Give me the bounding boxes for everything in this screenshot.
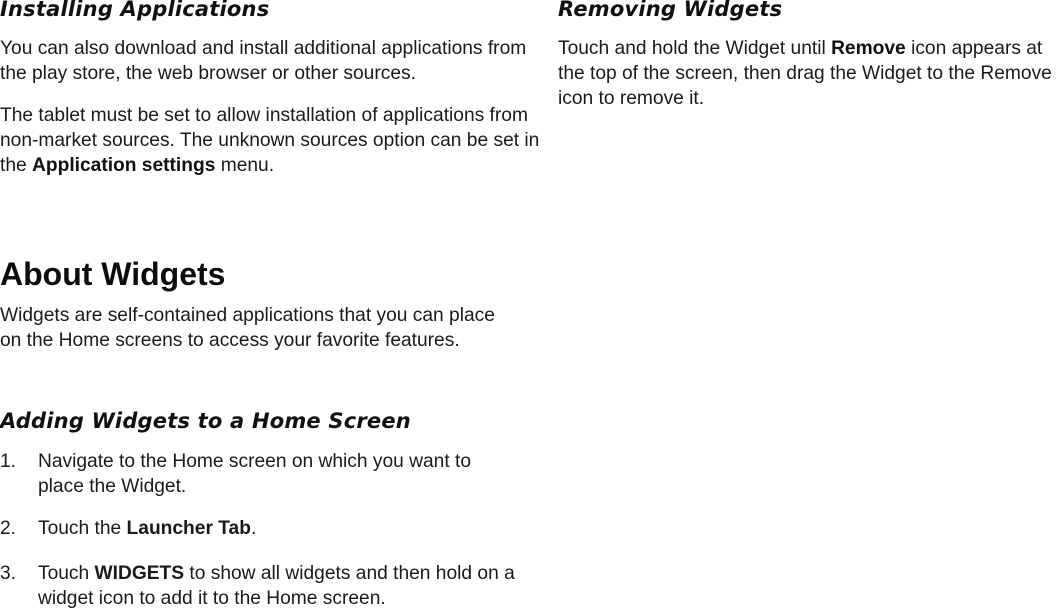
installing-para-2 (0, 103, 540, 178)
step-text-post: to show all widgets and then hold on a widget icon to add it to the Home screen. (38, 563, 515, 609)
step-text (38, 561, 518, 611)
step-text-post: . (250, 518, 257, 539)
step-text-pre: Navigate to the Home screen on which you want to place the Widget. (38, 451, 472, 497)
step-number: 1. (0, 451, 17, 472)
step-text-pre: Touch (38, 563, 95, 584)
step-text (38, 516, 518, 541)
removing-para-end: icon appears at the top of the screen, then drag the Widget to the Remove icon to remove it. (558, 38, 1052, 109)
adding-widgets-heading: Adding Widgets to a Home Screen (0, 409, 411, 433)
removing-widgets-para (558, 36, 1062, 111)
application-settings-label: Application settings (32, 155, 216, 176)
step-number: 3. (0, 563, 17, 584)
step-text-pre: Touch the (38, 518, 127, 539)
step-text (38, 449, 518, 499)
removing-para-text: Touch and hold the Widget until (558, 38, 832, 59)
step-number: 2. (0, 518, 17, 539)
installing-applications-heading: Installing Applications (0, 0, 270, 21)
installing-para-2-text: The tablet must be set to allow installation of applications from non-market sources. The unknown sources option can be set in the (0, 105, 540, 176)
launcher-tab-label: Launcher Tab (126, 518, 251, 539)
installing-para-1: You can also download and install additional applications from the play store, the web browser or other sources. (0, 38, 527, 84)
widgets-label: WIDGETS (94, 563, 185, 584)
about-widgets-para: Widgets are self-contained applications that you can place on the Home screens to access your favorite features. (0, 305, 495, 351)
about-widgets-heading: About Widgets (0, 256, 226, 292)
remove-label: Remove (831, 38, 906, 59)
removing-widgets-heading: Removing Widgets (558, 0, 783, 21)
installing-para-2-end: menu. (215, 155, 275, 176)
